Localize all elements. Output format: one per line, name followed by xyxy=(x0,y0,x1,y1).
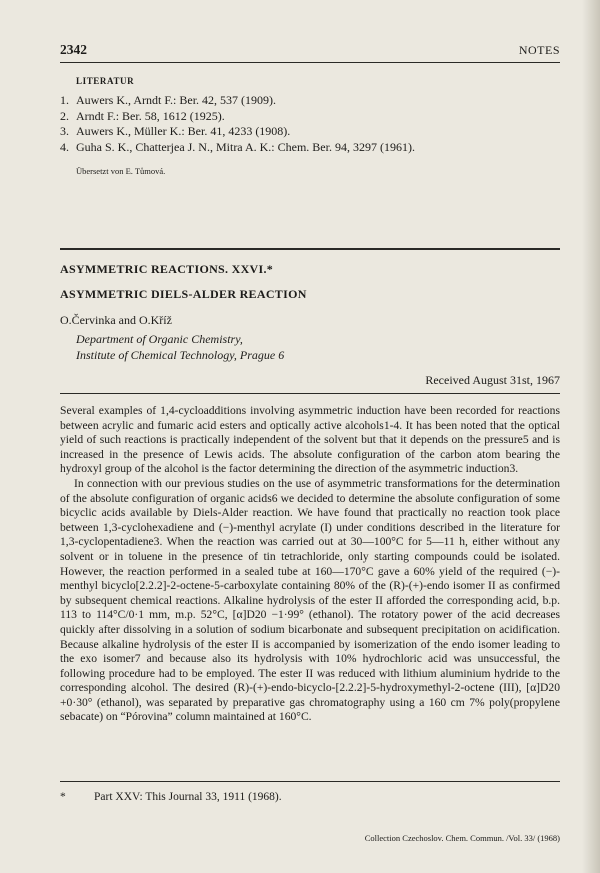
body-paragraph: Several examples of 1,4-cycloadditions involving asymmetric induction have been recorded for reactions between acrylic and fumaric acid esters and optically active alcohols1-4. It has been noted that the optical yield of such reactions is practically independent of the solvent but that it depends on the pressure5 and is increased in the presence of Lewis acids. The absolute configuration of the carbon atom bearing the hydroxyl group of the alcohol is the factor determining the direction of the asymmetric induction3. xyxy=(60,404,560,476)
section-name: NOTES xyxy=(518,43,560,57)
article-authors: O.Červinka and O.Kříž xyxy=(60,313,172,327)
author-affiliation: Department of Organic Chemistry, Institute of Chemical Technology, Prague 6 xyxy=(76,332,285,362)
reference-item: 4. Guha S. K., Chatterjea J. N., Mitra A. K.: Chem. Ber. 94, 3297 (1961). xyxy=(60,139,415,154)
running-header xyxy=(60,42,560,58)
article-separator-rule xyxy=(60,248,560,250)
footnote-mark: * xyxy=(60,791,66,803)
article-body xyxy=(60,404,560,725)
footnote-rule xyxy=(60,781,560,782)
reference-item: 1. Auwers K., Arndt F.: Ber. 42, 537 (1909). xyxy=(60,93,277,107)
literature-heading: LITERATUR xyxy=(76,76,135,86)
footnote xyxy=(60,791,282,803)
article-series-title: ASYMMETRIC REACTIONS. XXVI.* xyxy=(60,262,274,276)
body-paragraph: In connection with our previous studies on the use of asymmetric transformations for the determination of the absolute configuration of organic acids6 we decided to determine the absolute configuration of some bicyclic acids available by Diels-Alder reaction. We have found that practically no reaction took place between 1,3-cyclohexadiene and (−)-menthyl acrylate (I) under conditions described in the literature for 1,3-cyclopentadiene3. When the reaction was carried out at 30—100°C for 5—11 h, either without any solvent or in toluene in the presence of tin tetrachloride, only starting compounds could be isolated. However, the reaction performed in a sealed tube at 160—170°C gave a 60% yield of the required (−)-menthyl bicyclo[2.2.2]-2-octene-5-carboxylate containing 80% of the (R)-(+)-endo isomer II as confirmed by subsequent chemical reactions. Alkaline hydrolysis of the ester II afforded the corresponding acid, b.p. 113 to 114°C/0·1 mm, m.p. 52°C, [α]D20 −1·99° (ethanol). The rotatory power of the acid decreases quickly after dissolving in a solution of sodium bicarbonate and subsequent precipitation on acidification. Because alkaline hydrolysis of the ester II is accompanied by isomerization of the endo isomer leading to the exo isomer7 and because also its hydrolysis with 10% hydrochloric acid was unsuccessful, the following procedure had to be employed. The ester II was reduced with lithium aluminium hydride to the corresponding alcohol. The desired (R)-(+)-endo-bicyclo-[2.2.2]-5-hydroxymethyl-2-octene (III), [α]D20 +0·30° (ethanol), was separated by preparative gas chromatography using a 160 cm 7% poly(propylene sebacate) on “Pórovina” column maintained at 160°C. xyxy=(60,476,560,724)
footnote-text: Part XXV: This Journal 33, 1911 (1968). xyxy=(94,791,282,803)
article-title: ASYMMETRIC DIELS-ALDER REACTION xyxy=(60,287,307,301)
page-number: 2342 xyxy=(60,42,87,57)
reference-item: 2. Arndt F.: Ber. 58, 1612 (1925). xyxy=(60,108,225,123)
abstract-rule xyxy=(60,393,560,394)
journal-footer: Collection Czechoslov. Chem. Commun. /Vol. 33/ (1968) xyxy=(364,833,560,843)
translator-note: Übersetzt von E. Tůmová. xyxy=(76,166,166,176)
received-date: Received August 31st, 1967 xyxy=(425,373,560,387)
reference-list xyxy=(60,93,415,155)
reference-item: 3. Auwers K., Müller K.: Ber. 41, 4233 (1908). xyxy=(60,124,291,138)
page-shadow xyxy=(582,0,600,873)
header-rule xyxy=(60,62,560,63)
